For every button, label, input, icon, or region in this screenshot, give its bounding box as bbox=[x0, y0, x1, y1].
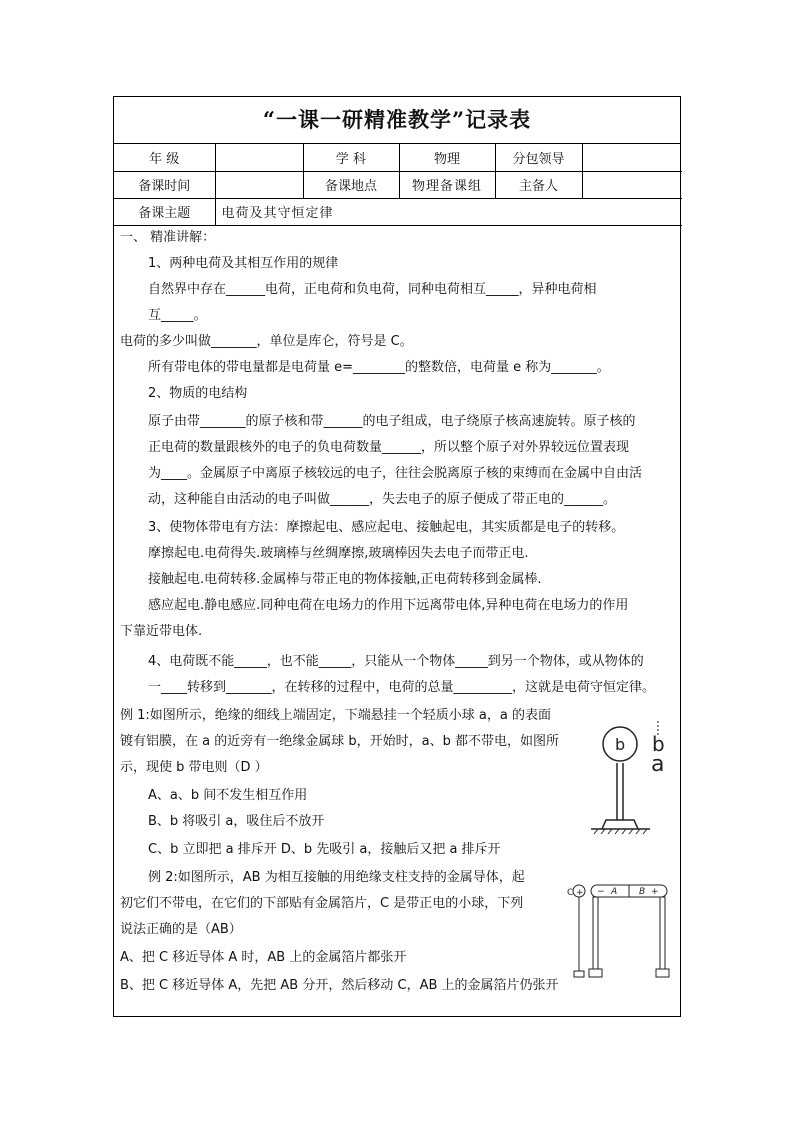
example-1-line: 镀有铝膜，在 a 的近旁有一绝缘金属球 b，开始时，a、b 都不带电，如图所 bbox=[120, 734, 559, 749]
text-line: 摩擦起电.电荷得失.玻璃棒与丝绸摩擦,玻璃棒因失去电子而带正电. bbox=[148, 546, 529, 561]
pendulum-figure bbox=[588, 717, 680, 837]
letter-a: a bbox=[651, 752, 665, 777]
example-1-line: 例 1:如图所示，绝缘的细线上端固定，下端悬挂一个轻质小球 a，a 的表面 bbox=[120, 708, 551, 723]
topic-value[interactable]: 电荷及其守恒定律 bbox=[215, 198, 682, 225]
time-value[interactable] bbox=[215, 171, 303, 198]
info-row-topic bbox=[114, 198, 682, 225]
plus-sign: + bbox=[651, 887, 659, 897]
record-sheet bbox=[113, 96, 681, 1017]
text-line: 为____。金属原子中离原子核较远的电子，往往会脱离原子核的束缚而在金属中自由活 bbox=[148, 466, 643, 481]
lead-label: 主备人 bbox=[495, 171, 582, 198]
subject-value[interactable]: 物理 bbox=[399, 144, 495, 171]
info-row-grade bbox=[114, 144, 682, 171]
info-table bbox=[114, 144, 682, 226]
ball-c-plus: + bbox=[576, 888, 584, 898]
time-label: 备课时间 bbox=[114, 171, 215, 198]
letter-b: b bbox=[652, 732, 665, 756]
topic-label: 备课主题 bbox=[114, 198, 215, 225]
section-heading: 一、 精准讲解： bbox=[120, 230, 216, 245]
text-line: 互_____。 bbox=[148, 308, 207, 323]
text-line: 感应起电.静电感应.同种电荷在电场力的作用下远离带电体,异种电荷在电场力的作用 bbox=[148, 598, 629, 613]
example-2-line: 说法正确的是（AB） bbox=[120, 922, 242, 937]
grade-label: 年 级 bbox=[114, 144, 215, 171]
minus-sign: − bbox=[597, 887, 605, 897]
text-line: 4、电荷既不能_____，也不能_____，只能从一个物体_____到另一个物体，或从物体的 bbox=[148, 654, 644, 669]
leader-value[interactable] bbox=[582, 144, 682, 171]
conductor-b-label: B bbox=[639, 887, 646, 897]
lecture-content bbox=[114, 225, 680, 1016]
ball-b-label: b bbox=[615, 735, 626, 754]
text-line: 2、物质的电结构 bbox=[148, 386, 248, 401]
conductor-figure bbox=[567, 881, 677, 981]
option-a: A、a、b 间不发生相互作用 bbox=[148, 788, 308, 803]
text-line: 下靠近带电体. bbox=[120, 624, 203, 639]
leader-label: 分包领导 bbox=[495, 144, 582, 171]
ball-c-label: C bbox=[567, 888, 574, 898]
text-line: 接触起电.电荷转移.金属棒与带正电的物体接触,正电荷转移到金属棒. bbox=[148, 572, 542, 587]
option-b: B、b 将吸引 a，吸住后不放开 bbox=[148, 814, 325, 829]
text-line: 原子由带_______的原子核和带______的电子组成，电子绕原子核高速旋转。原子核的 bbox=[148, 414, 636, 429]
text-line: 所有带电体的带电量都是电荷量 e=________的整数倍，电荷量 e 称为_______。 bbox=[148, 360, 610, 375]
place-value[interactable]: 物理备课组 bbox=[399, 171, 495, 198]
place-label: 备课地点 bbox=[303, 171, 399, 198]
example-1-line: 示，现使 b 带电则（D ） bbox=[120, 760, 268, 775]
example-2-option-a: A、把 C 移近导体 A 时，AB 上的金属箔片都张开 bbox=[120, 950, 407, 965]
option-cd: C、b 立即把 a 排斥开 D、b 先吸引 a，接触后又把 a 排斥开 bbox=[148, 842, 501, 857]
text-line: 正电荷的数量跟核外的电子的负电荷数量______，所以整个原子对外界较远位置表现 bbox=[148, 440, 630, 455]
grade-value[interactable] bbox=[215, 144, 303, 171]
page-title: “一课一研精准教学”记录表 bbox=[114, 97, 680, 144]
example-2-option-b: B、把 C 移近导体 A，先把 AB 分开，然后移动 C，AB 上的金属箔片仍张开 bbox=[120, 978, 559, 993]
text-line: 一____转移到_______，在转移的过程中，电荷的总量_________，这就是电荷守恒定律。 bbox=[148, 680, 656, 695]
lead-value[interactable] bbox=[582, 171, 682, 198]
info-row-time bbox=[114, 171, 682, 198]
text-line: 1、两种电荷及其相互作用的规律 bbox=[148, 256, 339, 271]
text-line: 动，这种能自由活动的电子叫做______，失去电子的原子便成了带正电的______。 bbox=[148, 492, 617, 507]
text-line: 自然界中存在______电荷，正电荷和负电荷，同种电荷相互_____，异种电荷相 bbox=[148, 282, 597, 297]
example-2-line: 例 2:如图所示，AB 为相互接触的用绝缘支柱支持的金属导体，起 bbox=[148, 870, 525, 885]
subject-label: 学 科 bbox=[303, 144, 399, 171]
conductor-a-label: A bbox=[611, 887, 618, 897]
text-line: 3、使物体带电有方法：摩擦起电、感应起电、接触起电，其实质都是电子的转移。 bbox=[148, 520, 625, 535]
text-line: 电荷的多少叫做_______，单位是库仑，符号是 C。 bbox=[120, 334, 413, 349]
example-2-line: 初它们不带电，在它们的下部贴有金属箔片，C 是带正电的小球，下列 bbox=[120, 896, 524, 911]
